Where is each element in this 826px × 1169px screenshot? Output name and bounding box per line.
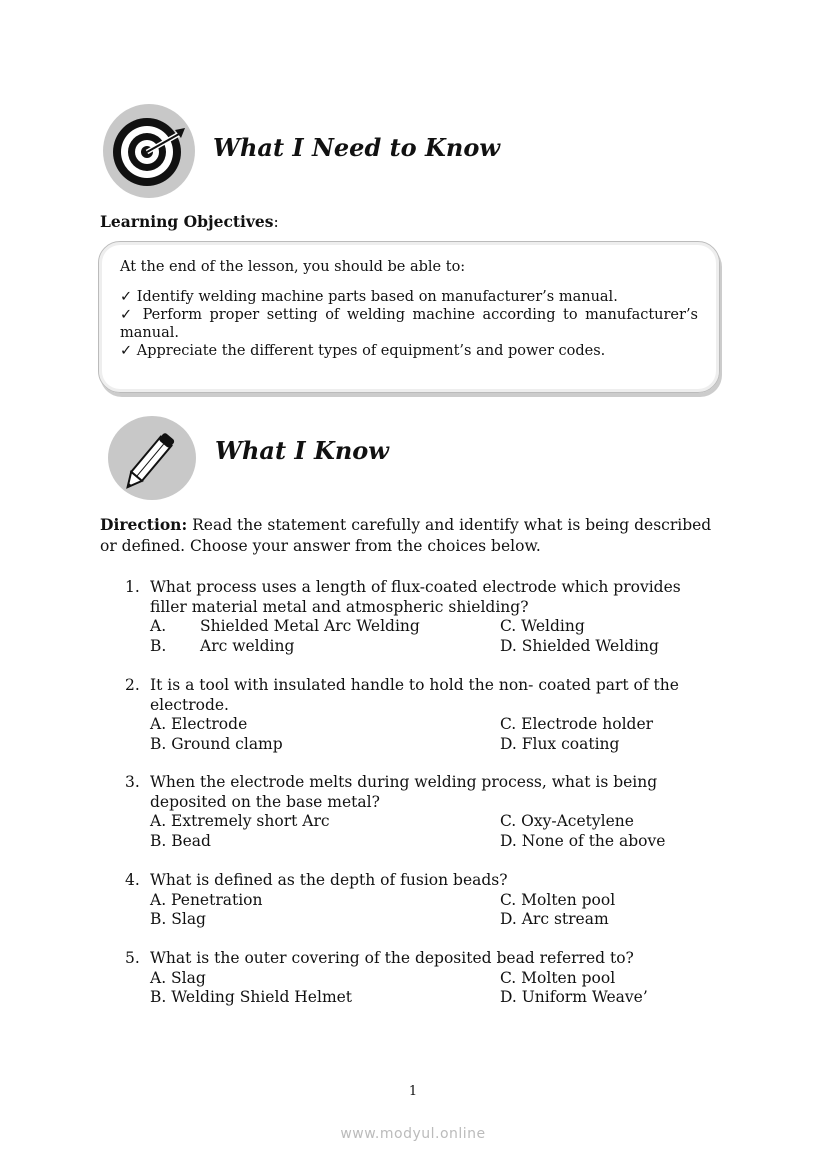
question-stem: What is defined as the depth of fusion beads?	[150, 871, 508, 889]
question-2	[125, 676, 715, 754]
option-c: C. Molten pool	[500, 890, 616, 909]
option-b: B. Bead	[150, 831, 211, 850]
question-number: 1.	[125, 578, 140, 596]
question-number: 3.	[125, 773, 140, 791]
target-icon	[103, 104, 195, 198]
option-b: Arc welding	[200, 636, 295, 655]
question-4	[125, 871, 715, 930]
objectives-intro: At the end of the lesson, you should be able to:	[120, 259, 466, 275]
question-3	[125, 773, 715, 851]
page-number: 1	[408, 1084, 418, 1099]
question-stem: What process uses a length of flux-coated electrode which provides filler material metal and atmospheric shielding?	[150, 578, 681, 616]
question-number: 4.	[125, 871, 140, 889]
section-title-what-i-know: What I Know	[215, 436, 389, 465]
objectives-content	[120, 258, 698, 360]
option-c: C. Welding	[500, 617, 585, 635]
option-d: D. Flux coating	[500, 734, 620, 753]
option-a: A. Extremely short Arc	[150, 812, 330, 830]
objective-item: manual.	[120, 325, 179, 341]
pencil-icon	[108, 416, 196, 500]
option-b-letter: B.	[150, 636, 167, 655]
option-b: B. Ground clamp	[150, 734, 283, 753]
option-b: B. Welding Shield Helmet	[150, 988, 353, 1006]
option-c: C. Oxy-Acetylene	[500, 812, 634, 830]
question-stem: What is the outer covering of the deposited bead referred to?	[150, 949, 634, 967]
option-b: B. Slag	[150, 910, 206, 928]
direction-text: Direction: Read the statement carefully and identify what is being described or defined. Choose your answer from the choices below.	[100, 515, 712, 555]
objective-item: ✓ Identify welding machine parts based on manufacturer’s manual.	[120, 289, 618, 305]
question-number: 2.	[125, 676, 140, 694]
option-d: D. Arc stream	[500, 910, 609, 928]
question-number: 5.	[125, 949, 140, 967]
learning-objectives-heading: Learning Objectives:	[100, 212, 279, 231]
watermark: www.modyul.online	[340, 1126, 486, 1142]
option-a-letter: A.	[150, 617, 167, 635]
section-title-what-i-need-to-know: What I Need to Know	[213, 133, 501, 162]
question-5	[125, 949, 715, 1008]
question-stem: When the electrode melts during welding process, what is being deposited on the base metal?	[150, 773, 658, 811]
objective-item: ✓ Appreciate the different types of equipment’s and power codes.	[120, 343, 606, 359]
question-stem: It is a tool with insulated handle to hold the non- coated part of the electrode.	[150, 676, 679, 714]
option-d: D. Shielded Welding	[500, 636, 659, 655]
option-a: A. Electrode	[150, 715, 248, 733]
option-a: Shielded Metal Arc Welding	[200, 617, 420, 635]
option-c: C. Molten pool	[500, 968, 616, 987]
option-a: A. Slag	[150, 968, 206, 987]
option-c: C. Electrode holder	[500, 715, 654, 733]
option-d: D. None of the above	[500, 831, 666, 850]
objective-item: ✓ Perform proper setting of welding machine according to manufacturer’s	[120, 307, 698, 323]
question-1	[125, 578, 715, 656]
option-d: D. Uniform Weave’	[500, 988, 648, 1006]
option-a: A. Penetration	[150, 890, 263, 909]
